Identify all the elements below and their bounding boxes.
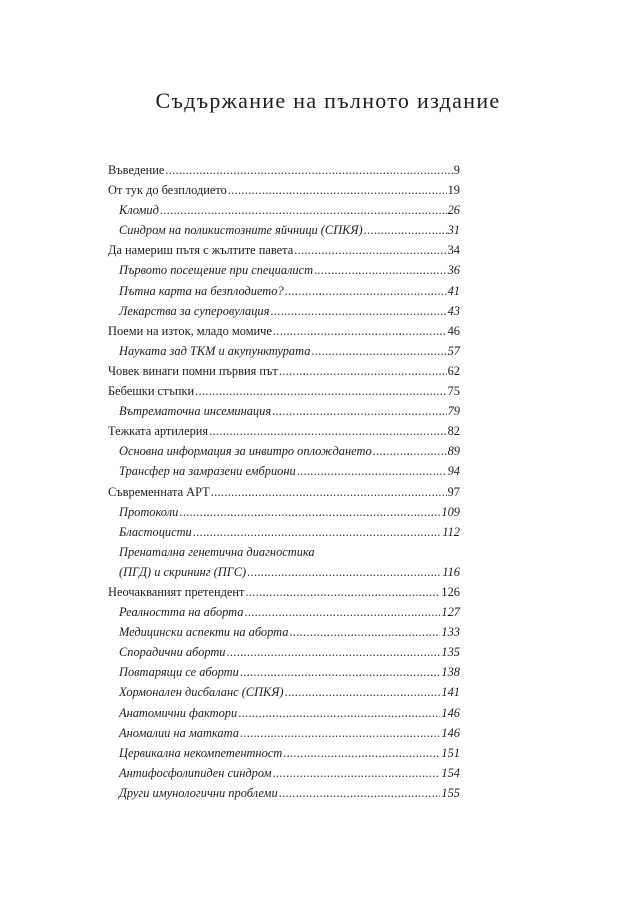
toc-entry	[108, 381, 460, 401]
toc-entry-title: Човек винаги помни първия път	[108, 363, 278, 378]
toc-entry-page: 126	[441, 584, 460, 599]
toc-dot-leader	[270, 301, 446, 321]
toc-entry-page: 57	[447, 343, 460, 358]
toc-entry-title: Тежката артилерия	[108, 424, 209, 439]
toc-entry	[108, 542, 460, 562]
toc-dot-leader	[209, 421, 446, 441]
toc-entry-title: Други имунологични проблеми	[119, 785, 278, 800]
toc-entry-title: Да намериш пътя с жълтите павета	[108, 243, 294, 258]
toc-entry-page: 97	[447, 484, 460, 499]
toc-dot-leader	[311, 341, 446, 361]
toc-dot-leader	[373, 441, 447, 461]
toc-entry	[108, 421, 460, 441]
toc-entry-page: 154	[441, 765, 460, 780]
toc-entry-title: Съвременната АРТ	[108, 484, 210, 499]
toc-entry-page: 146	[441, 705, 460, 720]
toc-entry-page: 133	[441, 625, 460, 640]
toc-dot-leader	[279, 361, 447, 381]
toc-entry-page: 19	[447, 183, 460, 198]
toc-entry-title: Повтарящи се аборти	[119, 665, 239, 680]
toc-entry-page: 31	[447, 223, 460, 238]
toc-entry-title: Бебешки стъпки	[108, 384, 195, 399]
toc-entry-title: Реалността на аборта	[119, 605, 244, 620]
toc-entry-page: 41	[447, 283, 460, 298]
toc-dot-leader	[160, 200, 447, 220]
toc-entry-title: Антифосфолипиден синдром	[119, 765, 272, 780]
toc-entry-title: Анатомични фактори	[119, 705, 238, 720]
toc-entry-title: Цервикална некомпетентност	[119, 745, 283, 760]
toc-entry	[108, 682, 460, 702]
toc-entry	[108, 783, 460, 803]
toc-entry-title: Протоколи	[119, 504, 179, 519]
toc-entry-title: Бластоцисти	[119, 524, 192, 539]
toc-dot-leader	[179, 502, 440, 522]
toc-entry-page: 26	[447, 203, 460, 218]
toc-entry-page: 146	[441, 725, 460, 740]
toc-heading-text: Съдържание на пълното издание	[155, 88, 501, 113]
toc-entry	[108, 441, 460, 461]
toc-entry-page: 141	[441, 685, 460, 700]
toc-entry-title: Първото посещение при специалист	[119, 263, 314, 278]
toc-dot-leader	[244, 602, 440, 622]
toc-entry-title: Хормонален дисбаланс (СПКЯ)	[119, 685, 284, 700]
toc-entry-title: Поеми на изток, младо момиче	[108, 323, 272, 338]
toc-entry	[108, 582, 460, 602]
toc-entry	[108, 743, 460, 763]
toc-entry	[108, 622, 460, 642]
toc-dot-leader	[193, 522, 442, 542]
toc-dot-leader	[297, 461, 447, 481]
toc-entry	[108, 321, 460, 341]
toc-entry-page: 151	[441, 745, 460, 760]
toc-dot-leader	[364, 220, 447, 240]
toc-entry-page: 9	[453, 163, 460, 177]
toc-entry-page: 112	[442, 524, 460, 539]
toc-entry-page: 135	[441, 645, 460, 660]
toc-dot-leader	[279, 783, 441, 803]
toc-dot-leader	[228, 180, 447, 200]
toc-dot-leader	[211, 482, 447, 502]
toc-entry	[108, 160, 460, 180]
toc-entry	[108, 662, 460, 682]
toc-dot-leader	[285, 281, 447, 301]
toc-entry	[108, 763, 460, 783]
toc-entry	[108, 240, 460, 260]
toc-heading	[0, 88, 626, 114]
toc-entry-page: 62	[447, 363, 460, 378]
toc-entry-page: 109	[441, 504, 460, 519]
toc-entry-page: 82	[447, 424, 460, 439]
toc-dot-leader	[240, 723, 441, 743]
toc-dot-leader	[195, 381, 446, 401]
toc-dot-leader	[273, 763, 441, 783]
toc-dot-leader	[272, 401, 447, 421]
toc-entry	[108, 602, 460, 622]
toc-dot-leader	[245, 582, 440, 602]
toc-entry-title: Неочакваният претендент	[108, 584, 245, 599]
toc-entry-title: Медицински аспекти на аборта	[119, 625, 289, 640]
toc-dot-leader	[240, 662, 441, 682]
toc-entry-title: Спорадични аборти	[119, 645, 226, 660]
toc-dot-leader	[247, 562, 441, 582]
toc-entry-title: Основна информация за инвитро оплождането	[119, 444, 372, 459]
toc-entry-title: Въведение	[108, 163, 165, 177]
toc-dot-leader	[227, 642, 441, 662]
toc-list	[108, 160, 460, 803]
toc-entry-title: Науката зад ТКМ и акупунктурата	[119, 343, 311, 358]
toc-entry-page: 34	[447, 243, 460, 258]
toc-entry-title: Лекарства за суперовулация	[119, 303, 270, 318]
toc-entry	[108, 461, 460, 481]
toc-entry-page: 138	[441, 665, 460, 680]
toc-dot-leader	[285, 682, 441, 702]
toc-entry-title: (ПГД) и скрининг (ПГС)	[119, 564, 247, 579]
toc-entry	[108, 562, 460, 582]
toc-entry-page: 127	[441, 605, 460, 620]
toc-entry-page: 155	[441, 785, 460, 800]
toc-entry	[108, 281, 460, 301]
toc-entry-page: 36	[447, 263, 460, 278]
toc-dot-leader	[238, 703, 440, 723]
toc-entry-title: Кломид	[119, 203, 159, 218]
toc-entry	[108, 361, 460, 381]
toc-entry	[108, 301, 460, 321]
toc-dot-leader	[283, 743, 440, 763]
toc-entry-page: 46	[447, 323, 460, 338]
toc-dot-leader	[273, 321, 447, 341]
toc-entry-page: 79	[447, 404, 460, 419]
toc-entry	[108, 642, 460, 662]
toc-entry	[108, 180, 460, 200]
toc-dot-leader	[289, 622, 440, 642]
toc-entry-page: 94	[447, 464, 460, 479]
toc-entry	[108, 703, 460, 723]
toc-dot-leader	[314, 260, 447, 280]
toc-entry-title: Синдром на поликистозните яйчници (СПКЯ)	[119, 223, 363, 238]
toc-entry	[108, 723, 460, 743]
toc-entry-title: Вътрематочна инсеминация	[119, 404, 272, 419]
toc-entry-title: Аномалии на матката	[119, 725, 239, 740]
toc-dot-leader	[294, 240, 446, 260]
toc-entry-page: 43	[447, 303, 460, 318]
toc-entry	[108, 522, 460, 542]
toc-entry	[108, 220, 460, 240]
toc-entry-title: От тук до безплодието	[108, 183, 227, 198]
toc-entry	[108, 260, 460, 280]
toc-entry	[108, 200, 460, 220]
toc-entry-page: 116	[442, 564, 460, 579]
toc-entry-title: Пренатална генетична диагностика	[119, 544, 315, 559]
toc-dot-leader	[165, 160, 452, 180]
toc-entry	[108, 341, 460, 361]
toc-entry-title: Пътна карта на безплодието?	[119, 283, 284, 298]
toc-entry	[108, 401, 460, 421]
toc-entry	[108, 482, 460, 502]
toc-entry-title: Трансфер на замразени ембриони	[119, 464, 296, 479]
toc-entry-page: 89	[447, 444, 460, 459]
toc-entry-page: 75	[447, 384, 460, 399]
toc-entry	[108, 502, 460, 522]
